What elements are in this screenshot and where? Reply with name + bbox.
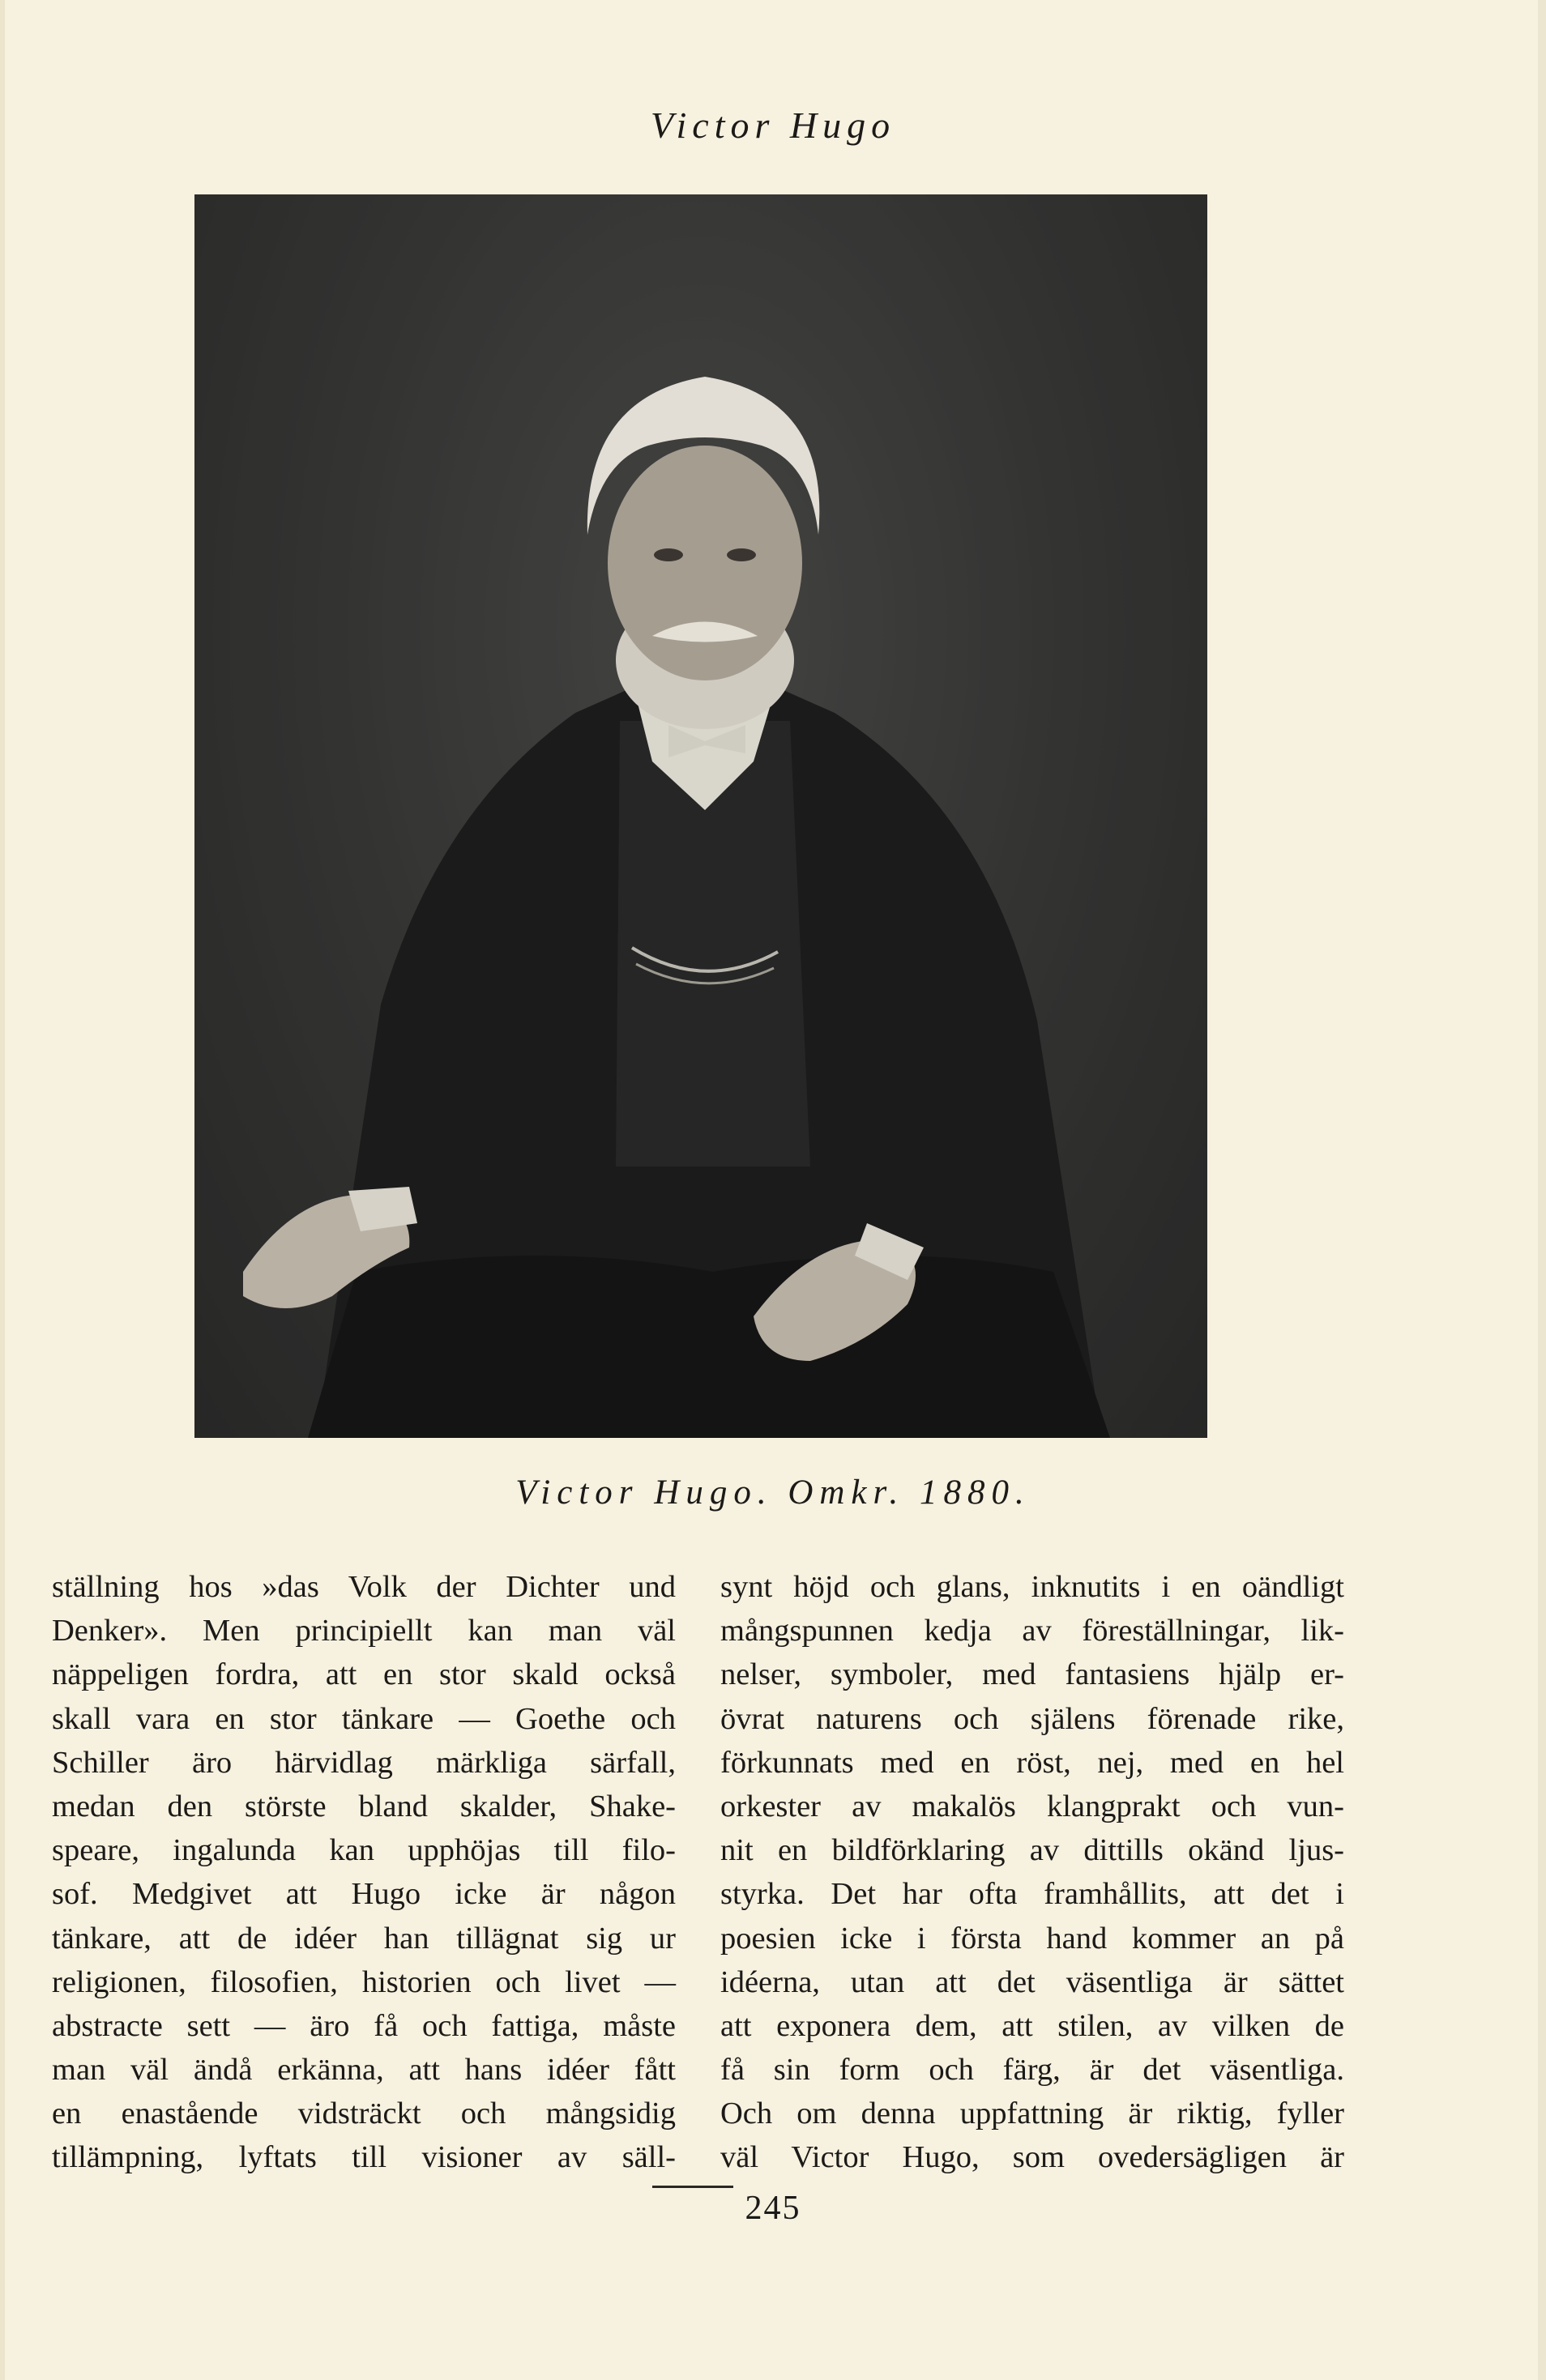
text-line: Schiller äro härvidlag märkliga särfall, xyxy=(52,1745,676,1780)
text-line: sof. Medgivet att Hugo icke är någon xyxy=(52,1877,676,1912)
text-line: tänkare, att de idéer han tillägnat sig ur xyxy=(52,1921,676,1956)
text-line: övrat naturens och själens förenade rike, xyxy=(720,1701,1344,1736)
text-line: synt höjd och glans, inknutits i en oändligt xyxy=(720,1570,1344,1604)
running-head: Victor Hugo xyxy=(650,104,896,146)
text-line: skall vara en stor tänkare — Goethe och xyxy=(52,1701,676,1736)
text-line: ställning hos »das Volk der Dichter und xyxy=(52,1570,676,1604)
text-line: väl Victor Hugo, som ovedersägligen är xyxy=(720,2140,1344,2175)
text-line: en enastående vidsträckt och mångsidig xyxy=(52,2096,676,2131)
text-line: att exponera dem, att stilen, av vilken de xyxy=(720,2008,1344,2043)
left-text-column xyxy=(52,1565,676,2180)
text-line: styrka. Det har ofta framhållits, att det i xyxy=(720,1877,1344,1912)
portrait-illustration xyxy=(194,194,1207,1438)
text-line: förkunnats med en röst, nej, med en hel xyxy=(720,1745,1344,1780)
text-line: tillämpning, lyftats till visioner av säll- xyxy=(52,2140,676,2175)
page-number: 245 xyxy=(745,2190,801,2227)
right-text-column xyxy=(720,1565,1344,2180)
text-line: näppeligen fordra, att en stor skald också xyxy=(52,1657,676,1692)
text-line: speare, ingalunda kan upphöjas till filo- xyxy=(52,1833,676,1868)
text-line: nit en bildförklaring av dittills okänd ljus- xyxy=(720,1833,1344,1868)
portrait-photo xyxy=(194,194,1207,1438)
photo-caption: Victor Hugo. Omkr. 1880. xyxy=(515,1474,1031,1512)
text-line: poesien icke i första hand kommer an på xyxy=(720,1921,1344,1956)
text-line: mångspunnen kedja av föreställningar, lik- xyxy=(720,1614,1344,1649)
text-line: medan den störste bland skalder, Shake- xyxy=(52,1789,676,1823)
text-line: idéerna, utan att det väsentliga är sättet xyxy=(720,1964,1344,1999)
text-line: religionen, filosofien, historien och livet — xyxy=(52,1964,676,1999)
text-line: Denker». Men principiellt kan man väl xyxy=(52,1614,676,1649)
text-line: orkester av makalös klangprakt och vun- xyxy=(720,1789,1344,1823)
text-line: nelser, symboler, med fantasiens hjälp er- xyxy=(720,1657,1344,1692)
text-line: abstracte sett — äro få och fattiga, måste xyxy=(52,2008,676,2043)
folio-rule xyxy=(652,2186,733,2188)
text-line: få sin form och färg, är det väsentliga. xyxy=(720,2053,1344,2088)
text-line: Och om denna uppfattning är riktig, fyller xyxy=(720,2096,1344,2131)
text-line: man väl ändå erkänna, att hans idéer fått xyxy=(52,2053,676,2088)
